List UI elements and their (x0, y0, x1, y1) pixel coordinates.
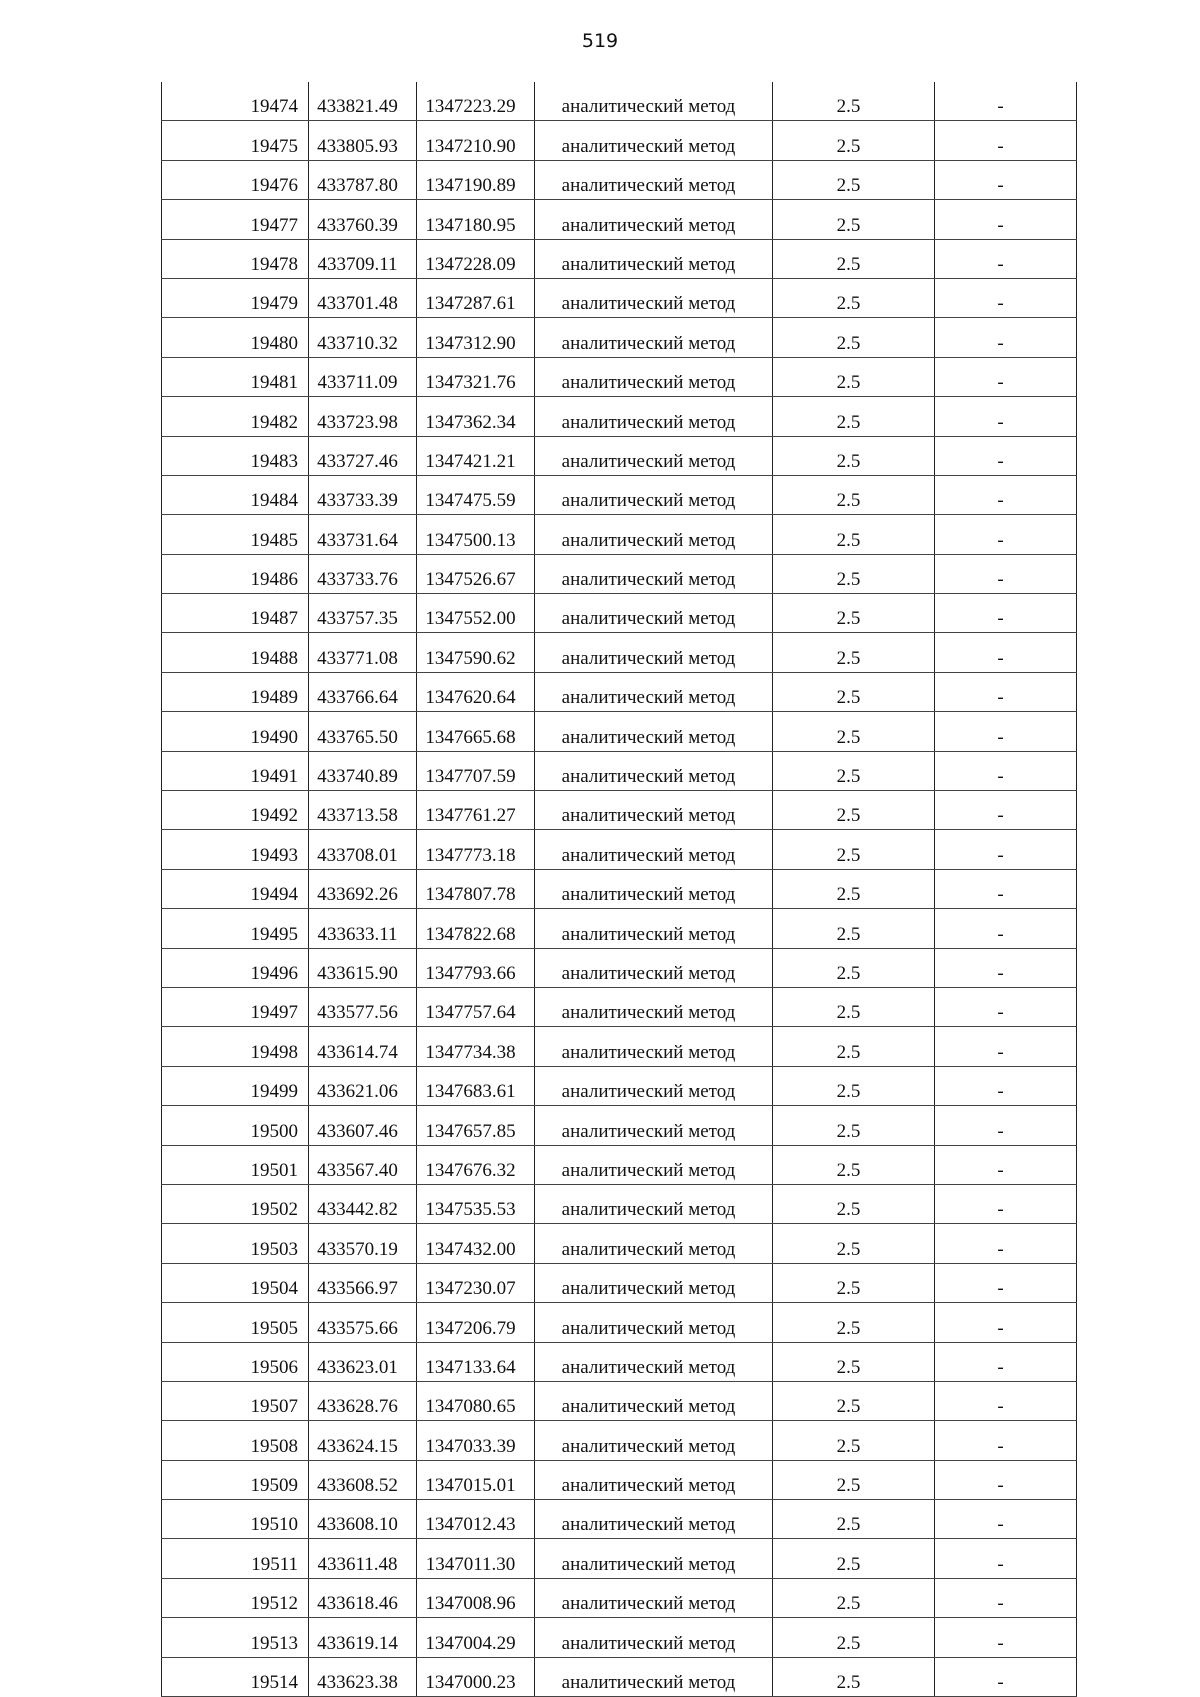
accuracy-cell: 2.5 (773, 278, 935, 317)
x-coordinate-cell: 433711.09 (309, 357, 417, 396)
y-coordinate-cell: 1347004.29 (417, 1618, 535, 1657)
accuracy-cell: 2.5 (773, 751, 935, 790)
y-coordinate-cell: 1347665.68 (417, 712, 535, 751)
point-number-cell: 19504 (162, 1263, 309, 1302)
x-coordinate-cell: 433787.80 (309, 160, 417, 199)
table-row (162, 1381, 1077, 1420)
accuracy-cell: 2.5 (773, 1027, 935, 1066)
y-coordinate-cell: 1347773.18 (417, 830, 535, 869)
accuracy-cell: 2.5 (773, 909, 935, 948)
method-cell: аналитический метод (535, 712, 773, 751)
method-cell: аналитический метод (535, 1106, 773, 1145)
x-coordinate-cell: 433733.39 (309, 475, 417, 514)
method-cell: аналитический метод (535, 1578, 773, 1617)
table-row (162, 200, 1077, 239)
point-number-cell: 19490 (162, 712, 309, 751)
note-cell: - (935, 1066, 1077, 1105)
method-cell: аналитический метод (535, 82, 773, 121)
method-cell: аналитический метод (535, 987, 773, 1026)
note-cell: - (935, 948, 1077, 987)
method-cell: аналитический метод (535, 121, 773, 160)
note-cell: - (935, 357, 1077, 396)
x-coordinate-cell: 433713.58 (309, 791, 417, 830)
table-row (162, 751, 1077, 790)
note-cell: - (935, 1184, 1077, 1223)
point-number-cell: 19477 (162, 200, 309, 239)
method-cell: аналитический метод (535, 200, 773, 239)
x-coordinate-cell: 433805.93 (309, 121, 417, 160)
method-cell: аналитический метод (535, 791, 773, 830)
x-coordinate-cell: 433442.82 (309, 1184, 417, 1223)
x-coordinate-cell: 433566.97 (309, 1263, 417, 1302)
accuracy-cell: 2.5 (773, 712, 935, 751)
method-cell: аналитический метод (535, 1657, 773, 1696)
method-cell: аналитический метод (535, 1303, 773, 1342)
accuracy-cell: 2.5 (773, 594, 935, 633)
method-cell: аналитический метод (535, 397, 773, 436)
table-row (162, 633, 1077, 672)
method-cell: аналитический метод (535, 475, 773, 514)
table-row (162, 1460, 1077, 1499)
table-row (162, 1066, 1077, 1105)
y-coordinate-cell: 1347080.65 (417, 1381, 535, 1420)
note-cell: - (935, 1381, 1077, 1420)
table-row (162, 160, 1077, 199)
table-row (162, 791, 1077, 830)
note-cell: - (935, 1303, 1077, 1342)
table-row (162, 1657, 1077, 1696)
method-cell: аналитический метод (535, 633, 773, 672)
x-coordinate-cell: 433575.66 (309, 1303, 417, 1342)
table-row (162, 1578, 1077, 1617)
accuracy-cell: 2.5 (773, 1578, 935, 1617)
method-cell: аналитический метод (535, 436, 773, 475)
note-cell: - (935, 1578, 1077, 1617)
table-row (162, 1263, 1077, 1302)
y-coordinate-cell: 1347008.96 (417, 1578, 535, 1617)
note-cell: - (935, 791, 1077, 830)
x-coordinate-cell: 433765.50 (309, 712, 417, 751)
method-cell: аналитический метод (535, 1500, 773, 1539)
table-row (162, 909, 1077, 948)
x-coordinate-cell: 433766.64 (309, 672, 417, 711)
accuracy-cell: 2.5 (773, 554, 935, 593)
table-row (162, 1618, 1077, 1657)
x-coordinate-cell: 433621.06 (309, 1066, 417, 1105)
method-cell: аналитический метод (535, 160, 773, 199)
point-number-cell: 19514 (162, 1657, 309, 1696)
note-cell: - (935, 515, 1077, 554)
table-row (162, 1184, 1077, 1223)
point-number-cell: 19491 (162, 751, 309, 790)
accuracy-cell: 2.5 (773, 239, 935, 278)
method-cell: аналитический метод (535, 948, 773, 987)
accuracy-cell: 2.5 (773, 1657, 935, 1696)
y-coordinate-cell: 1347807.78 (417, 869, 535, 908)
note-cell: - (935, 1145, 1077, 1184)
note-cell: - (935, 1421, 1077, 1460)
note-cell: - (935, 712, 1077, 751)
y-coordinate-cell: 1347620.64 (417, 672, 535, 711)
accuracy-cell: 2.5 (773, 1618, 935, 1657)
y-coordinate-cell: 1347500.13 (417, 515, 535, 554)
table-row (162, 318, 1077, 357)
y-coordinate-cell: 1347210.90 (417, 121, 535, 160)
method-cell: аналитический метод (535, 318, 773, 357)
x-coordinate-cell: 433633.11 (309, 909, 417, 948)
table-row (162, 987, 1077, 1026)
table-row (162, 1500, 1077, 1539)
table-row (162, 397, 1077, 436)
y-coordinate-cell: 1347552.00 (417, 594, 535, 633)
y-coordinate-cell: 1347683.61 (417, 1066, 535, 1105)
table-row (162, 436, 1077, 475)
method-cell: аналитический метод (535, 1027, 773, 1066)
y-coordinate-cell: 1347011.30 (417, 1539, 535, 1578)
point-number-cell: 19509 (162, 1460, 309, 1499)
method-cell: аналитический метод (535, 1224, 773, 1263)
point-number-cell: 19484 (162, 475, 309, 514)
y-coordinate-cell: 1347133.64 (417, 1342, 535, 1381)
x-coordinate-cell: 433710.32 (309, 318, 417, 357)
page-number: 519 (581, 30, 619, 52)
table-row (162, 121, 1077, 160)
point-number-cell: 19481 (162, 357, 309, 396)
method-cell: аналитический метод (535, 1421, 773, 1460)
accuracy-cell: 2.5 (773, 82, 935, 121)
note-cell: - (935, 554, 1077, 593)
accuracy-cell: 2.5 (773, 948, 935, 987)
coordinates-table (161, 82, 1077, 1697)
x-coordinate-cell: 433692.26 (309, 869, 417, 908)
point-number-cell: 19495 (162, 909, 309, 948)
y-coordinate-cell: 1347421.21 (417, 436, 535, 475)
method-cell: аналитический метод (535, 357, 773, 396)
x-coordinate-cell: 433608.52 (309, 1460, 417, 1499)
accuracy-cell: 2.5 (773, 121, 935, 160)
table-row (162, 239, 1077, 278)
method-cell: аналитический метод (535, 1539, 773, 1578)
note-cell: - (935, 751, 1077, 790)
table-row (162, 1027, 1077, 1066)
table-row (162, 515, 1077, 554)
point-number-cell: 19498 (162, 1027, 309, 1066)
accuracy-cell: 2.5 (773, 1224, 935, 1263)
point-number-cell: 19479 (162, 278, 309, 317)
table-row (162, 82, 1077, 121)
y-coordinate-cell: 1347707.59 (417, 751, 535, 790)
x-coordinate-cell: 433624.15 (309, 1421, 417, 1460)
note-cell: - (935, 909, 1077, 948)
y-coordinate-cell: 1347206.79 (417, 1303, 535, 1342)
y-coordinate-cell: 1347312.90 (417, 318, 535, 357)
point-number-cell: 19508 (162, 1421, 309, 1460)
accuracy-cell: 2.5 (773, 1381, 935, 1420)
accuracy-cell: 2.5 (773, 1263, 935, 1302)
accuracy-cell: 2.5 (773, 515, 935, 554)
note-cell: - (935, 475, 1077, 514)
note-cell: - (935, 397, 1077, 436)
note-cell: - (935, 278, 1077, 317)
x-coordinate-cell: 433701.48 (309, 278, 417, 317)
x-coordinate-cell: 433618.46 (309, 1578, 417, 1617)
y-coordinate-cell: 1347321.76 (417, 357, 535, 396)
point-number-cell: 19505 (162, 1303, 309, 1342)
point-number-cell: 19480 (162, 318, 309, 357)
table-row (162, 475, 1077, 514)
note-cell: - (935, 1342, 1077, 1381)
note-cell: - (935, 1657, 1077, 1696)
y-coordinate-cell: 1347180.95 (417, 200, 535, 239)
y-coordinate-cell: 1347475.59 (417, 475, 535, 514)
point-number-cell: 19478 (162, 239, 309, 278)
note-cell: - (935, 633, 1077, 672)
point-number-cell: 19474 (162, 82, 309, 121)
accuracy-cell: 2.5 (773, 475, 935, 514)
table-row (162, 554, 1077, 593)
y-coordinate-cell: 1347228.09 (417, 239, 535, 278)
x-coordinate-cell: 433708.01 (309, 830, 417, 869)
method-cell: аналитический метод (535, 1145, 773, 1184)
note-cell: - (935, 672, 1077, 711)
method-cell: аналитический метод (535, 672, 773, 711)
method-cell: аналитический метод (535, 1263, 773, 1302)
note-cell: - (935, 987, 1077, 1026)
x-coordinate-cell: 433607.46 (309, 1106, 417, 1145)
point-number-cell: 19512 (162, 1578, 309, 1617)
x-coordinate-cell: 433723.98 (309, 397, 417, 436)
accuracy-cell: 2.5 (773, 1303, 935, 1342)
note-cell: - (935, 160, 1077, 199)
method-cell: аналитический метод (535, 751, 773, 790)
table-row (162, 672, 1077, 711)
y-coordinate-cell: 1347793.66 (417, 948, 535, 987)
note-cell: - (935, 1106, 1077, 1145)
point-number-cell: 19506 (162, 1342, 309, 1381)
table-row (162, 712, 1077, 751)
x-coordinate-cell: 433628.76 (309, 1381, 417, 1420)
method-cell: аналитический метод (535, 1460, 773, 1499)
table-row (162, 1224, 1077, 1263)
method-cell: аналитический метод (535, 594, 773, 633)
point-number-cell: 19500 (162, 1106, 309, 1145)
note-cell: - (935, 594, 1077, 633)
method-cell: аналитический метод (535, 1381, 773, 1420)
note-cell: - (935, 318, 1077, 357)
accuracy-cell: 2.5 (773, 1342, 935, 1381)
table-row (162, 594, 1077, 633)
y-coordinate-cell: 1347012.43 (417, 1500, 535, 1539)
table-row (162, 278, 1077, 317)
y-coordinate-cell: 1347676.32 (417, 1145, 535, 1184)
table-row (162, 869, 1077, 908)
table-row (162, 1106, 1077, 1145)
y-coordinate-cell: 1347033.39 (417, 1421, 535, 1460)
point-number-cell: 19501 (162, 1145, 309, 1184)
accuracy-cell: 2.5 (773, 1106, 935, 1145)
method-cell: аналитический метод (535, 278, 773, 317)
method-cell: аналитический метод (535, 830, 773, 869)
y-coordinate-cell: 1347190.89 (417, 160, 535, 199)
method-cell: аналитический метод (535, 239, 773, 278)
accuracy-cell: 2.5 (773, 160, 935, 199)
x-coordinate-cell: 433623.38 (309, 1657, 417, 1696)
x-coordinate-cell: 433760.39 (309, 200, 417, 239)
point-number-cell: 19483 (162, 436, 309, 475)
note-cell: - (935, 1460, 1077, 1499)
accuracy-cell: 2.5 (773, 357, 935, 396)
x-coordinate-cell: 433577.56 (309, 987, 417, 1026)
point-number-cell: 19487 (162, 594, 309, 633)
accuracy-cell: 2.5 (773, 1539, 935, 1578)
note-cell: - (935, 200, 1077, 239)
y-coordinate-cell: 1347822.68 (417, 909, 535, 948)
accuracy-cell: 2.5 (773, 1460, 935, 1499)
y-coordinate-cell: 1347230.07 (417, 1263, 535, 1302)
table-row (162, 1421, 1077, 1460)
point-number-cell: 19493 (162, 830, 309, 869)
method-cell: аналитический метод (535, 1066, 773, 1105)
accuracy-cell: 2.5 (773, 987, 935, 1026)
x-coordinate-cell: 433570.19 (309, 1224, 417, 1263)
y-coordinate-cell: 1347287.61 (417, 278, 535, 317)
accuracy-cell: 2.5 (773, 830, 935, 869)
x-coordinate-cell: 433608.10 (309, 1500, 417, 1539)
accuracy-cell: 2.5 (773, 672, 935, 711)
method-cell: аналитический метод (535, 554, 773, 593)
note-cell: - (935, 1500, 1077, 1539)
method-cell: аналитический метод (535, 1184, 773, 1223)
accuracy-cell: 2.5 (773, 1500, 935, 1539)
x-coordinate-cell: 433567.40 (309, 1145, 417, 1184)
note-cell: - (935, 1263, 1077, 1302)
point-number-cell: 19503 (162, 1224, 309, 1263)
table-row (162, 830, 1077, 869)
accuracy-cell: 2.5 (773, 318, 935, 357)
x-coordinate-cell: 433614.74 (309, 1027, 417, 1066)
y-coordinate-cell: 1347761.27 (417, 791, 535, 830)
y-coordinate-cell: 1347362.34 (417, 397, 535, 436)
accuracy-cell: 2.5 (773, 1184, 935, 1223)
table-row (162, 1145, 1077, 1184)
point-number-cell: 19492 (162, 791, 309, 830)
x-coordinate-cell: 433731.64 (309, 515, 417, 554)
note-cell: - (935, 239, 1077, 278)
table-row (162, 948, 1077, 987)
point-number-cell: 19489 (162, 672, 309, 711)
x-coordinate-cell: 433821.49 (309, 82, 417, 121)
note-cell: - (935, 1224, 1077, 1263)
y-coordinate-cell: 1347734.38 (417, 1027, 535, 1066)
y-coordinate-cell: 1347015.01 (417, 1460, 535, 1499)
point-number-cell: 19499 (162, 1066, 309, 1105)
point-number-cell: 19494 (162, 869, 309, 908)
y-coordinate-cell: 1347757.64 (417, 987, 535, 1026)
accuracy-cell: 2.5 (773, 397, 935, 436)
accuracy-cell: 2.5 (773, 633, 935, 672)
accuracy-cell: 2.5 (773, 436, 935, 475)
x-coordinate-cell: 433619.14 (309, 1618, 417, 1657)
coordinates-table-body (162, 82, 1077, 1697)
x-coordinate-cell: 433771.08 (309, 633, 417, 672)
table-row (162, 1342, 1077, 1381)
x-coordinate-cell: 433727.46 (309, 436, 417, 475)
x-coordinate-cell: 433740.89 (309, 751, 417, 790)
y-coordinate-cell: 1347223.29 (417, 82, 535, 121)
note-cell: - (935, 1027, 1077, 1066)
x-coordinate-cell: 433757.35 (309, 594, 417, 633)
note-cell: - (935, 121, 1077, 160)
accuracy-cell: 2.5 (773, 1421, 935, 1460)
point-number-cell: 19496 (162, 948, 309, 987)
accuracy-cell: 2.5 (773, 1066, 935, 1105)
x-coordinate-cell: 433733.76 (309, 554, 417, 593)
y-coordinate-cell: 1347535.53 (417, 1184, 535, 1223)
accuracy-cell: 2.5 (773, 869, 935, 908)
note-cell: - (935, 436, 1077, 475)
y-coordinate-cell: 1347432.00 (417, 1224, 535, 1263)
note-cell: - (935, 82, 1077, 121)
point-number-cell: 19476 (162, 160, 309, 199)
table-row (162, 357, 1077, 396)
y-coordinate-cell: 1347526.67 (417, 554, 535, 593)
point-number-cell: 19507 (162, 1381, 309, 1420)
table-row (162, 1539, 1077, 1578)
point-number-cell: 19482 (162, 397, 309, 436)
table-row (162, 1303, 1077, 1342)
method-cell: аналитический метод (535, 869, 773, 908)
point-number-cell: 19502 (162, 1184, 309, 1223)
accuracy-cell: 2.5 (773, 791, 935, 830)
point-number-cell: 19511 (162, 1539, 309, 1578)
x-coordinate-cell: 433709.11 (309, 239, 417, 278)
point-number-cell: 19475 (162, 121, 309, 160)
note-cell: - (935, 1618, 1077, 1657)
accuracy-cell: 2.5 (773, 1145, 935, 1184)
point-number-cell: 19513 (162, 1618, 309, 1657)
y-coordinate-cell: 1347657.85 (417, 1106, 535, 1145)
point-number-cell: 19510 (162, 1500, 309, 1539)
x-coordinate-cell: 433615.90 (309, 948, 417, 987)
accuracy-cell: 2.5 (773, 200, 935, 239)
point-number-cell: 19488 (162, 633, 309, 672)
note-cell: - (935, 869, 1077, 908)
point-number-cell: 19497 (162, 987, 309, 1026)
note-cell: - (935, 1539, 1077, 1578)
point-number-cell: 19486 (162, 554, 309, 593)
point-number-cell: 19485 (162, 515, 309, 554)
x-coordinate-cell: 433623.01 (309, 1342, 417, 1381)
method-cell: аналитический метод (535, 1342, 773, 1381)
method-cell: аналитический метод (535, 1618, 773, 1657)
y-coordinate-cell: 1347590.62 (417, 633, 535, 672)
y-coordinate-cell: 1347000.23 (417, 1657, 535, 1696)
method-cell: аналитический метод (535, 909, 773, 948)
note-cell: - (935, 830, 1077, 869)
x-coordinate-cell: 433611.48 (309, 1539, 417, 1578)
method-cell: аналитический метод (535, 515, 773, 554)
